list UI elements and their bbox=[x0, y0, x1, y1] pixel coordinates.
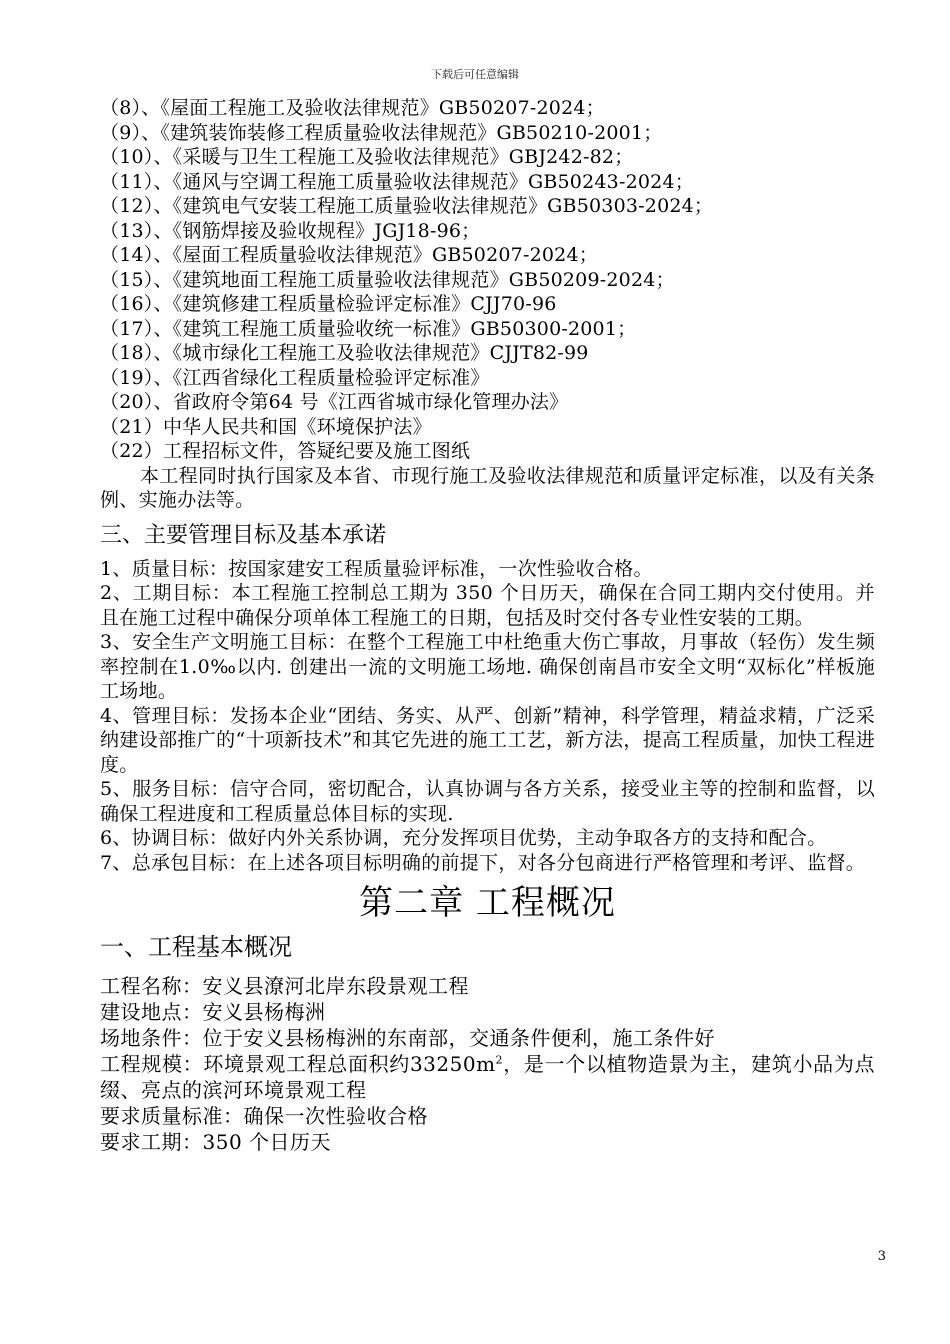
reference-item: （13）、《钢筋焊接及验收规程》JGJ18-96； bbox=[100, 219, 481, 242]
page-number: 3 bbox=[877, 1249, 886, 1264]
reference-item: （14）、《屋面工程质量验收法律规范》GB50207-2024； bbox=[100, 244, 598, 266]
section-heading-goals: 三、主要管理目标及基本承诺 bbox=[100, 522, 387, 548]
reference-item: （8）、《屋面工程施工及验收法律规范》GB50207-2024； bbox=[100, 97, 605, 119]
site-conditions: 场地条件：位于安义县杨梅洲的东南部，交通条件便利，施工条件好 bbox=[100, 1026, 715, 1050]
header-note: 下载后可任意编辑 bbox=[431, 68, 519, 81]
quality-standard: 要求质量标准：确保一次性验收合格 bbox=[100, 1104, 428, 1128]
goals-list bbox=[100, 557, 875, 876]
project-name: 工程名称：安义县潦河北岸东段景观工程 bbox=[100, 974, 469, 998]
goal-item: 1、质量目标：按国家建安工程质量验评标准，一次性验收合格。 bbox=[100, 557, 653, 580]
reference-item: （21）中华人民共和国《环境保护法》 bbox=[100, 415, 432, 438]
reference-item: （10）、《采暖与卫生工程施工及验收法律规范》GBJ242-82； bbox=[100, 146, 634, 168]
reference-item: （17）、《建筑工程施工质量验收统一标准》GB50300-2001； bbox=[100, 317, 637, 340]
project-scale bbox=[100, 1051, 875, 1103]
reference-list bbox=[100, 96, 875, 464]
project-location: 建设地点：安义县杨梅洲 bbox=[100, 1000, 326, 1024]
chapter-heading: 第二章 工程概况 bbox=[359, 883, 616, 923]
reference-item: （20）、省政府令第64 号《江西省城市绿化管理办法》 bbox=[100, 391, 569, 413]
reference-item: （9）、《建筑装饰装修工程质量验收法律规范》GB50210-2001； bbox=[100, 121, 663, 144]
reference-item: （16）、《建筑修建工程质量检验评定标准》CJJ70-96 bbox=[100, 293, 557, 315]
goal-item: 6、协调目标：做好内外关系协调，充分发挥项目优势，主动争取各方的支持和配合。 bbox=[100, 827, 827, 849]
project-scale-superscript: 2 bbox=[495, 1053, 504, 1067]
reference-item: （12）、《建筑电气安装工程施工质量验收法律规范》GB50303-2024； bbox=[100, 195, 714, 217]
project-scale-text: 工程规模：环境景观工程总面积约33250m bbox=[100, 1052, 496, 1076]
goal-item: 4、管理目标：发扬本企业“团结、务实、从严、创新”精神，科学管理，精益求精，广泛采纳建设部推广的“十项新技术”和其它先进的施工工艺，新方法，提高工程质量，加快工程进度。 bbox=[100, 704, 875, 776]
project-info bbox=[100, 973, 875, 1155]
reference-item: （19）、《江西省绿化工程质量检验评定标准》 bbox=[100, 366, 490, 389]
reference-item: （15）、《建筑地面工程施工质量验收法律规范》GB50209-2024； bbox=[100, 268, 675, 291]
section-heading-overview: 一、工程基本概况 bbox=[100, 933, 292, 961]
execution-note: 本工程同时执行国家及本省、市现行施工及验收法律规范和质量评定标准，以及有关条例、实施办法等。 bbox=[100, 464, 875, 511]
goal-item: 7、总承包目标：在上述各项目标明确的前提下，对各分包商进行严格管理和考评、监督。 bbox=[100, 851, 866, 874]
reference-item: （22）工程招标文件，答疑纪要及施工图纸 bbox=[100, 440, 471, 462]
goal-item: 2、工期目标：本工程施工控制总工期为 350 个日历天，确保在合同工期内交付使用。并且在施工过程中确保分项单体工程施工的日期，包括及时交付各专业性安装的工期。 bbox=[100, 582, 875, 629]
page-content bbox=[100, 96, 875, 1155]
project-duration: 要求工期：350 个日历天 bbox=[100, 1130, 332, 1154]
goal-item: 3、安全生产文明施工目标：在整个工程施工中杜绝重大伤亡事故，月事故（轻伤）发生频率控制在1.0‰以内. 创建出一流的文明施工场地. 确保创南昌市安全文明“双标化”样板施工场地。 bbox=[100, 631, 875, 702]
reference-item: （11）、《通风与空调工程施工质量验收法律规范》GB50243-2024； bbox=[100, 170, 694, 193]
reference-item: （18）、《城市绿化工程施工及验收法律规范》CJJT82-99 bbox=[100, 342, 589, 364]
goal-item: 5、服务目标：信守合同，密切配合，认真协调与各方关系，接受业主等的控制和监督，以确保工程进度和工程质量总体目标的实现. bbox=[100, 778, 875, 825]
project-scale-text-rest: ，是一个以植物造景为主，建筑小品为点缀、亮点的滨河环境景观工程 bbox=[100, 1052, 875, 1102]
